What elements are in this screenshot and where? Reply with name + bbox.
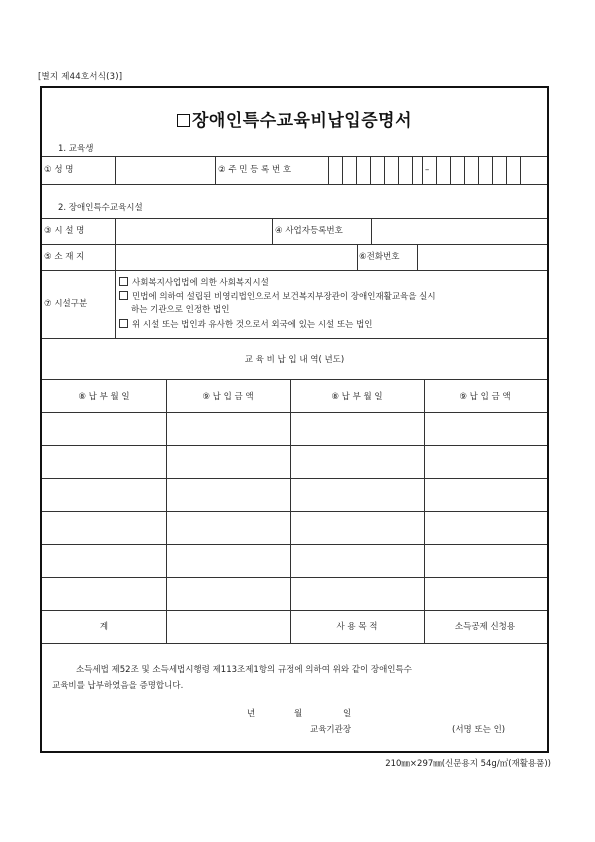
- type-option-text: 사회복지사업법에 의한 사회복지시설: [132, 278, 269, 288]
- purpose-label: 사 용 목 적: [336, 622, 378, 632]
- business-reg-field[interactable]: [372, 219, 546, 243]
- name-field[interactable]: [116, 157, 215, 183]
- signature-note: (서명 또는 인): [452, 725, 506, 735]
- rrn-field[interactable]: [329, 157, 546, 183]
- type-option-nonprofit[interactable]: [119, 291, 436, 303]
- payment-row[interactable]: [43, 512, 165, 543]
- form-title-text: 장애인특수교육비납입증명서: [192, 111, 412, 131]
- checkbox[interactable]: [119, 291, 128, 300]
- facility-name-field[interactable]: [116, 219, 272, 243]
- col-amount-2: ⑨ 납 입 금 액: [459, 392, 511, 402]
- address-label: ⑤ 소 재 지: [44, 252, 85, 262]
- payment-section-title: 교 육 비 납 입 내 역( 년도): [244, 355, 345, 365]
- date-month: 월: [294, 709, 303, 719]
- payment-row[interactable]: [43, 578, 165, 609]
- type-option-text: 위 시설 또는 법인과 유사한 것으로서 외국에 있는 시설 또는 법인: [132, 320, 373, 330]
- rrn-label: ② 주 민 등 록 번 호: [218, 165, 292, 175]
- facility-name-label: ③ 시 설 명: [44, 226, 85, 236]
- phone-label: ⑥전화번호: [359, 252, 400, 262]
- address-field[interactable]: [116, 245, 356, 269]
- payment-row[interactable]: [43, 545, 165, 576]
- signer-label: 교육기관장: [310, 725, 352, 735]
- certificate-form: [40, 86, 549, 753]
- type-option-text: 민법에 의하여 설립된 비영리법인으로서 보건복지부장관이 장애인재활교육을 실시: [132, 292, 436, 302]
- title-square-icon: [177, 114, 190, 127]
- checkbox[interactable]: [119, 319, 128, 328]
- date-year: 년: [247, 709, 256, 719]
- business-reg-label: ④ 사업자등록번호: [275, 226, 343, 236]
- date-day: 일: [343, 709, 352, 719]
- form-number: [별지 제44호서식(3)]: [38, 72, 123, 82]
- checkbox[interactable]: [119, 277, 128, 286]
- purpose-value: 소득공제 신청용: [454, 622, 516, 632]
- rrn-separator: –: [425, 165, 430, 175]
- section2-heading: 2. 장애인특수교육시설: [58, 203, 143, 213]
- form-title: [42, 106, 547, 131]
- name-label: ① 성 명: [44, 165, 74, 175]
- type-option-social-welfare[interactable]: [119, 277, 269, 289]
- type-option-foreign[interactable]: [119, 319, 373, 331]
- payment-row[interactable]: [43, 479, 165, 510]
- total-label: 계: [99, 622, 109, 632]
- statement-line2: 교육비를 납부하였음을 증명합니다.: [52, 681, 184, 691]
- type-label: ⑦ 시설구분: [44, 299, 88, 309]
- col-date-2: ⑧ 납 부 월 일: [331, 392, 383, 402]
- payment-row[interactable]: [43, 413, 165, 444]
- col-date-1: ⑧ 납 부 월 일: [78, 392, 130, 402]
- section1-heading: 1. 교육생: [58, 144, 94, 154]
- col-amount-1: ⑨ 납 입 금 액: [202, 392, 254, 402]
- total-amount-field[interactable]: [167, 611, 289, 642]
- phone-field[interactable]: [418, 245, 546, 269]
- payment-row[interactable]: [43, 446, 165, 477]
- statement-line1: 소득세법 제52조 및 소득세법시행령 제113조제1항의 규정에 의하여 위와 같이 장애인특수: [76, 665, 412, 675]
- type-option-nonprofit-continued: 하는 기관으로 인정한 법인: [131, 305, 230, 315]
- paper-spec: 210㎜×297㎜(신문용지 54g/㎡(재활용품)): [385, 759, 551, 769]
